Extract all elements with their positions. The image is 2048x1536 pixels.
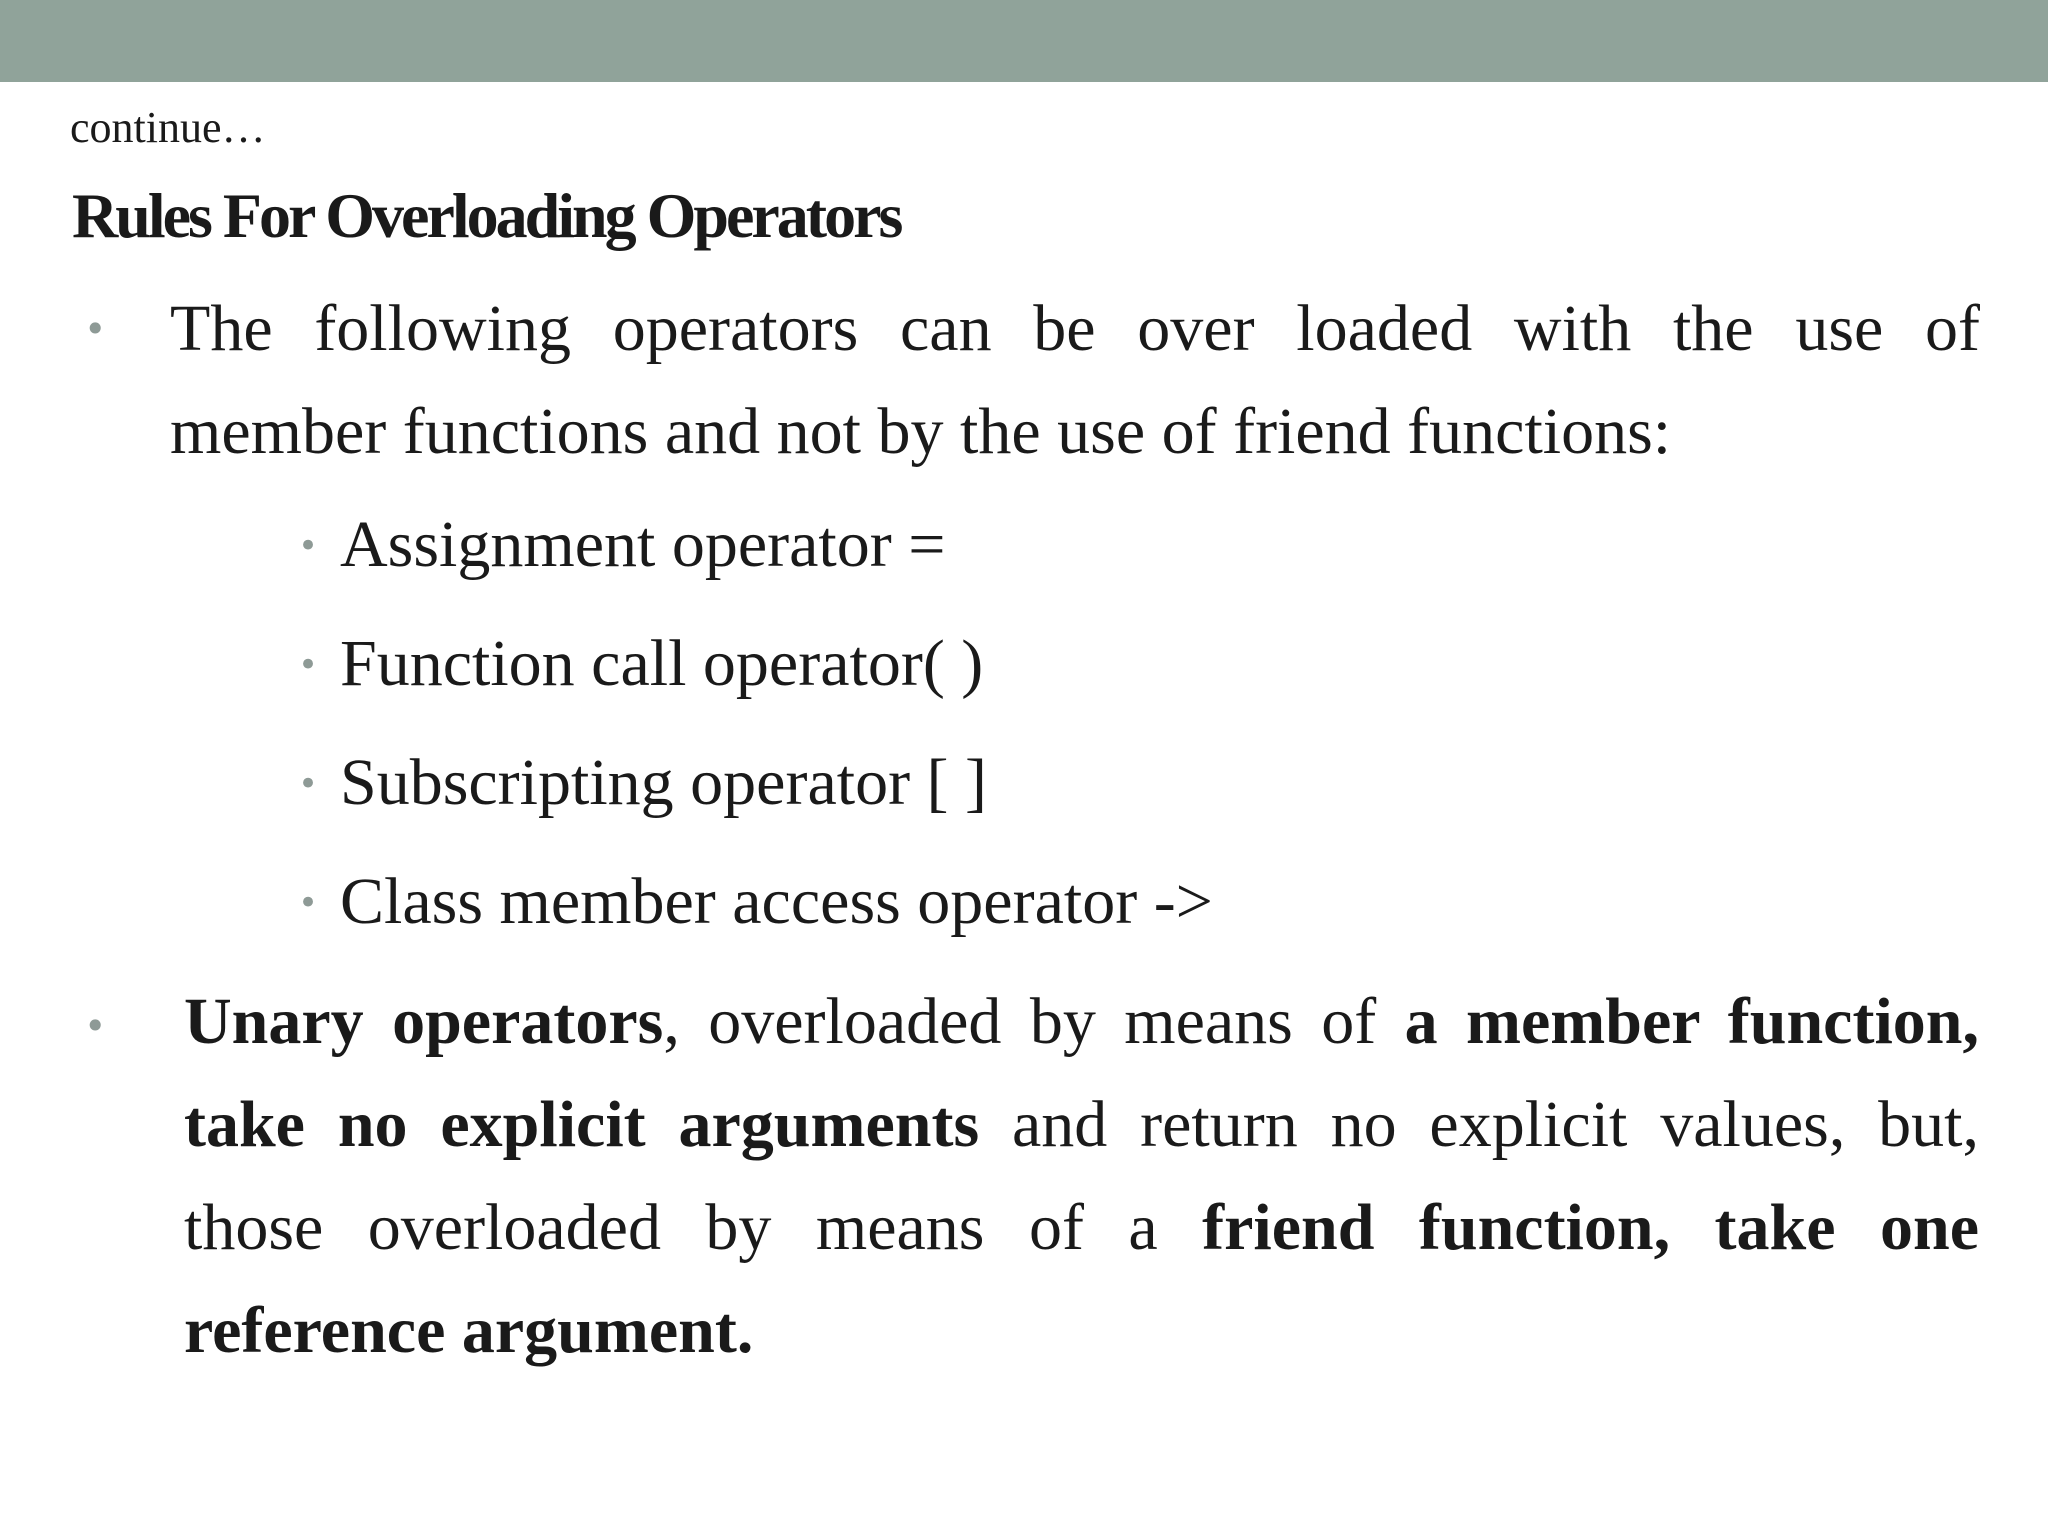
paragraph-line: [184, 970, 1979, 1073]
text-phrase: , overloaded by means of: [663, 985, 1405, 1058]
paragraph-line: member functions and not by the use of friend functions:: [170, 395, 1672, 468]
sub-bullet-dot-icon: •: [298, 645, 319, 685]
paragraph-line: [184, 1176, 1979, 1279]
bold-phrase: reference argument.: [184, 1294, 754, 1367]
bold-phrase: friend function, take one: [1202, 1191, 1979, 1264]
continue-label: continue…: [70, 103, 266, 152]
sub-list-item-label: Subscripting operator [ ]: [340, 746, 988, 819]
paragraph-line: [184, 1073, 1979, 1176]
sub-bullet-dot-icon: •: [298, 764, 319, 804]
paragraph-line: [184, 1279, 1979, 1382]
text-phrase: those overloaded by means of a: [184, 1191, 1203, 1264]
slide-title: Rules For Overloading Operators: [72, 180, 901, 251]
bullet-paragraph-member-only: [170, 277, 1980, 483]
text-phrase: and return no explicit values, but,: [979, 1088, 1980, 1161]
sub-list-item-label: Class member access operator ->: [340, 865, 1213, 938]
bullet-dot-icon: •: [84, 1004, 107, 1048]
bullet-dot-icon: •: [84, 307, 107, 351]
sub-bullet-dot-icon: •: [298, 883, 319, 923]
bold-phrase: take no explicit arguments: [184, 1088, 980, 1161]
sub-list-item-label: Assignment operator =: [340, 508, 946, 581]
paragraph-line: The following operators can be over loaded with the use of: [170, 292, 1980, 365]
bold-phrase: Unary operators: [184, 985, 664, 1058]
bullet-paragraph-unary-operators: [184, 970, 1979, 1382]
top-banner-bar: [0, 0, 2048, 82]
sub-list-item-label: Function call operator( ): [340, 627, 984, 700]
bold-phrase: a member function,: [1404, 985, 1979, 1058]
sub-bullet-dot-icon: •: [298, 526, 319, 566]
